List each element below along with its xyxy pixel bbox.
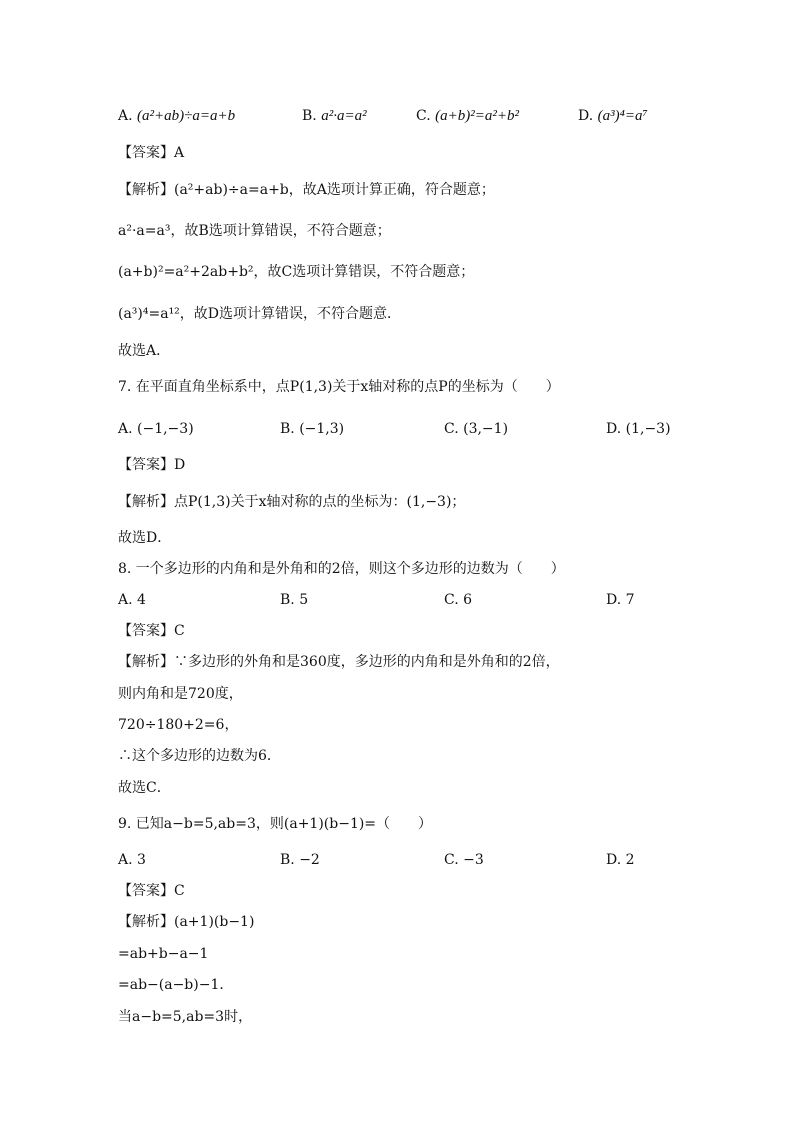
q6-option-c-expr: (a+b)²=a²+b² [435,108,519,124]
q6-option-d-label: D. [578,108,594,124]
q6-explain-line-3: (a+b)²=a²+2ab+b²，故C选项计算错误，不符合题意； [118,264,475,280]
q6-explain-line-2: a²·a=a³，故B选项计算错误，不符合题意； [118,223,391,239]
q8-explain-line-3: 720÷180+2=6， [118,717,239,733]
q9-explain-line-3: =ab−(a−b)−1． [118,977,234,993]
q7-answer: 【答案】D [118,457,186,473]
q6-option-c-label: C. [416,108,431,124]
q9-option-a: A. 3 [118,852,146,868]
q8-option-b: B. 5 [280,592,309,608]
q6-option-a-expr: (a²+ab)÷a=a+b [137,108,236,124]
q8-answer: 【答案】C [118,623,185,639]
q7-option-c: C. (3,−1) [444,421,509,437]
q6-option-d [578,106,648,126]
q9-option-b: B. −2 [280,852,320,868]
q8-conclusion: 故选C． [118,780,171,796]
q7-conclusion: 故选D． [118,530,172,546]
q9-explain-line-2: =ab+b−a−1 [118,946,209,962]
q9-answer: 【答案】C [118,883,185,899]
q6-option-d-expr: (a³)⁴=a⁷ [597,108,648,124]
q6-conclusion: 故选A． [118,343,171,359]
q7-option-b: B. (−1,3) [280,421,345,437]
q9-option-d: D. 2 [606,852,635,868]
q8-option-c: C. 6 [444,592,473,608]
q6-option-b-expr: a²·a=a² [321,108,367,124]
q6-explain-line-1: 【解析】(a²+ab)÷a=a+b，故A选项计算正确，符合题意； [118,182,495,198]
q7-explain: 【解析】点P(1,3)关于x轴对称的点的坐标为：(1,−3)； [118,494,466,510]
q9-explain-line-4: 当a−b=5,ab=3时， [118,1009,253,1025]
q6-option-b [302,106,367,126]
q8-explain-line-4: ∴这个多边形的边数为6． [118,748,281,764]
q6-answer: 【答案】A [118,145,185,161]
q8-explain-line-1: 【解析】∵多边形的外角和是360度，多边形的内角和是外角和的2倍， [118,654,560,670]
q8-option-d: D. 7 [606,592,635,608]
q9-option-c: C. −3 [444,852,484,868]
q7-stem: 7. 在平面直角坐标系中，点P(1,3)关于x轴对称的点P的坐标为（ ） [118,379,560,395]
q6-option-a [118,106,235,126]
q9-explain-line-1: 【解析】(a+1)(b−1) [118,914,255,930]
q6-option-c [416,106,519,126]
q9-stem: 9. 已知a−b=5,ab=3，则(a+1)(b−1)=（ ） [118,816,433,832]
q6-explain-line-4: (a³)⁴=a¹²，故D选项计算错误，不符合题意． [118,306,402,322]
q8-option-a: A. 4 [118,592,146,608]
q6-option-b-label: B. [302,108,317,124]
q7-option-a: A. (−1,−3) [118,421,194,437]
q8-explain-line-2: 则内角和是720度， [118,686,243,702]
q8-stem: 8. 一个多边形的内角和是外角和的2倍，则这个多边形的边数为（ ） [118,561,565,577]
q6-option-a-label: A. [118,108,133,124]
q7-option-d: D. (1,−3) [606,421,671,437]
